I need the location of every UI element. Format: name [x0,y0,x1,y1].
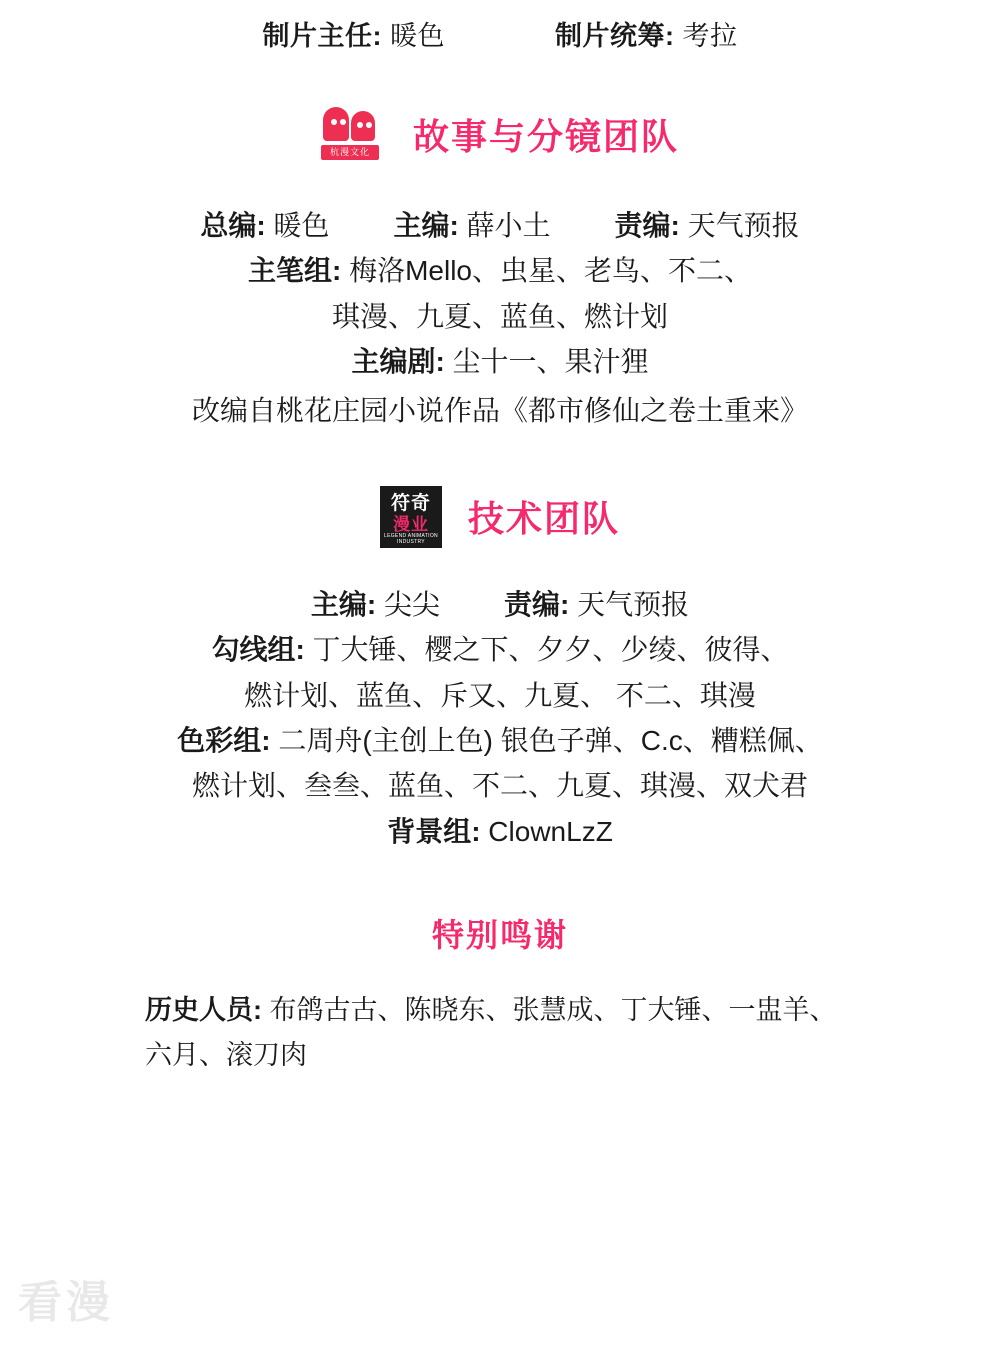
script-names: 尘十一、果汁狸 [444,346,649,378]
main-editor [393,203,550,248]
story-editor-row [0,203,1000,248]
lineart-line-2 [0,673,1000,718]
responsible-editor-name: 天气预报 [679,210,800,241]
production-director-name: 暖色 [381,21,445,51]
writers-role: 主笔组: [247,255,342,287]
thanks-section-title: 特别鸣谢 [431,916,568,953]
story-credits [0,203,1000,434]
hanman-wenhua-logo-icon [321,105,387,163]
chief-editor-name: 暖色 [265,210,330,241]
tech-main-editor [311,582,440,627]
production-director-role: 制片主任: [262,21,382,51]
color-line-1 [0,718,1000,763]
lineart-line-1 [0,627,1000,672]
tech-credits [0,582,1000,854]
writers-names-1: 梅洛Mello、虫星、老鸟、不二、 [341,255,753,287]
tech-responsible-editor [504,582,689,627]
color-role: 色彩组: [177,724,271,756]
tech-logo-tagline: LEGEND ANIMATION INDUSTRY [384,532,438,545]
tech-main-editor-role: 主编: [310,588,377,620]
tech-logo-sub: 漫业 [392,514,429,534]
tech-responsible-editor-name: 天气预报 [569,588,690,620]
writers-line-2 [0,294,1000,339]
history-line-2 [145,1033,870,1078]
lineart-names-2: 燃计划、蓝鱼、斥又、九夏、 不二、琪漫 [244,679,756,711]
history-role: 历史人员: [145,994,262,1025]
script-line [0,339,1000,384]
writers-names-2: 琪漫、九夏、蓝鱼、燃计划 [331,300,668,332]
production-coordinator [555,14,738,53]
tech-editor-row [0,582,1000,627]
tech-responsible-editor-role: 责编: [504,588,570,620]
thanks-credits [0,988,1000,1077]
responsible-editor-role: 责编: [614,210,680,241]
story-section-title: 故事与分镜团队 [412,115,679,157]
chief-editor [200,203,329,248]
tech-main-editor-name: 尖尖 [376,588,440,620]
responsible-editor [615,203,800,248]
background-role: 背景组: [387,815,481,847]
watermark: 看漫 [18,1278,114,1327]
main-editor-name: 薛小土 [458,210,551,241]
production-director [262,14,445,53]
tech-section-title: 技术团队 [467,498,620,540]
tech-studio-logo-icon [380,486,442,548]
production-row [0,0,1000,53]
history-names-2: 六月、滚刀肉 [145,1039,307,1070]
production-coordinator-role: 制片统筹: [555,21,675,51]
production-coordinator-name: 考拉 [674,21,738,51]
color-names-2: 燃计划、叁叁、蓝鱼、不二、九夏、琪漫、双犬君 [191,770,808,802]
chief-editor-role: 总编: [200,210,266,241]
script-role: 主编剧: [351,346,445,378]
lineart-names-1: 丁大锤、樱之下、夕夕、少绫、彼得、 [304,634,789,666]
story-section-header [0,105,1000,163]
background-line [0,809,1000,854]
background-names: ClownLzZ [480,815,613,847]
writers-line-1 [0,248,1000,293]
hanman-logo-bar-text: 杭漫文化 [321,145,379,160]
tech-section-header [0,486,1000,548]
history-line-1 [145,988,870,1033]
tech-logo-kanji: 符奇 [390,492,431,514]
lineart-role: 勾线组: [211,634,305,666]
history-names-1: 布鸽古古、陈晓东、张慧成、丁大锤、一盅羊、 [262,994,837,1025]
color-names-1: 二周舟(主创上色) 银色子弹、C.c、糟糕佩、 [270,724,823,756]
main-editor-role: 主编: [393,210,459,241]
adaptation-note: 改编自桃花庄园小说作品《都市修仙之卷土重来》 [191,395,808,427]
color-line-2 [0,763,1000,808]
